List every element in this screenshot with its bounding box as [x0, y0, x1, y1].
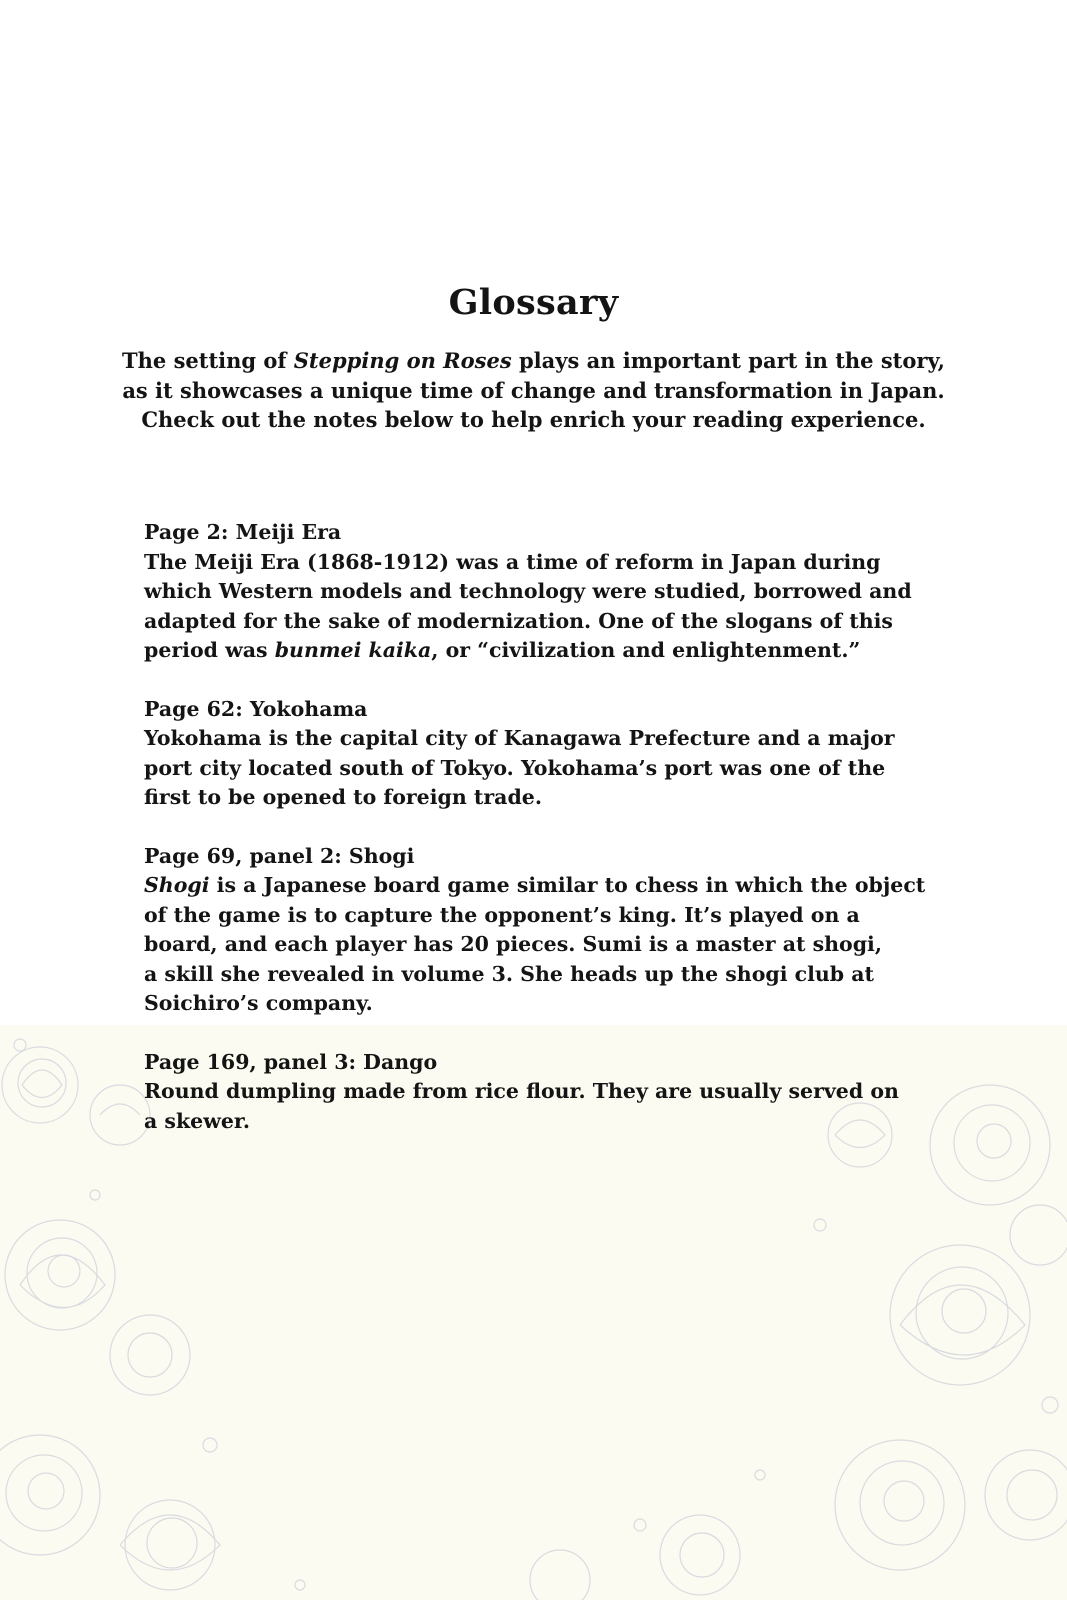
entry-line: adapted for the sake of modernization. One of the slogans of this: [144, 608, 893, 633]
rose-left-middle: [5, 1220, 190, 1395]
entry-line: [144, 636, 944, 666]
entry-line: [144, 871, 944, 901]
entry-heading: Page 169, panel 3: Dango: [144, 1049, 438, 1074]
entry-body: [144, 724, 944, 813]
entry-line: first to be opened to foreign trade.: [144, 785, 542, 809]
entry-body: [144, 1077, 944, 1136]
intro-paragraph: [110, 346, 957, 435]
rose-right-bottom: [530, 1440, 1067, 1600]
entry-line: board, and each player has 20 pieces. Sumi is a master at shogi,: [144, 932, 882, 956]
entry-body: [144, 871, 944, 1019]
entry-term-italic: Shogi: [144, 873, 210, 897]
entry-text: , or “civilization and enlightenment.”: [431, 638, 861, 662]
entry-line: which Western models and technology were studied, borrowed and: [144, 579, 912, 603]
entry-text: period was: [144, 638, 275, 662]
entry-line: port city located south of Tokyo. Yokohama’s port was one of the: [144, 755, 886, 780]
entry-heading: Page 2: Meiji Era: [144, 520, 342, 544]
rose-left-bottom: [0, 1435, 220, 1590]
entry-line: a skewer.: [144, 1108, 250, 1133]
intro-text-start: The setting of: [122, 348, 294, 373]
entry-heading: Page 69, panel 2: Shogi: [144, 843, 415, 868]
rose-left-top: [2, 1047, 150, 1145]
page-title: Glossary: [448, 282, 619, 323]
glossary-entry-dango: [144, 1048, 944, 1137]
entry-text: is a Japanese board game similar to chess in which the object: [209, 873, 926, 897]
entry-line: a skill she revealed in volume 3. She heads up the shogi club at: [144, 961, 875, 986]
entry-term-italic: bunmei kaika: [274, 638, 432, 662]
entry-line: Round dumpling made from rice flour. They are usually served on: [144, 1079, 899, 1103]
glossary-entry-shogi: [144, 842, 944, 1019]
glossary-entry-meiji-era: [144, 518, 944, 666]
entry-line: Yokohama is the capital city of Kanagawa Prefecture and a major: [144, 726, 895, 750]
intro-text-end: plays an important part in the story, as it showcases a unique time of change and transformation in Japan. Check out the notes below to help enrich your reading experience.: [122, 348, 945, 432]
entry-body: [144, 548, 944, 666]
book-title-italic: Stepping on Roses: [293, 348, 512, 373]
entry-line: The Meiji Era (1868-1912) was a time of reform in Japan during: [144, 549, 881, 574]
entry-line: of the game is to capture the opponent’s king. It’s played on a: [144, 902, 860, 927]
entry-heading: Page 62: Yokohama: [144, 696, 368, 721]
glossary-entry-yokohama: [144, 695, 944, 813]
entry-line: Soichiro’s company.: [144, 991, 373, 1015]
glossary-entries: [144, 518, 944, 1165]
rose-right-middle: [890, 1205, 1067, 1385]
